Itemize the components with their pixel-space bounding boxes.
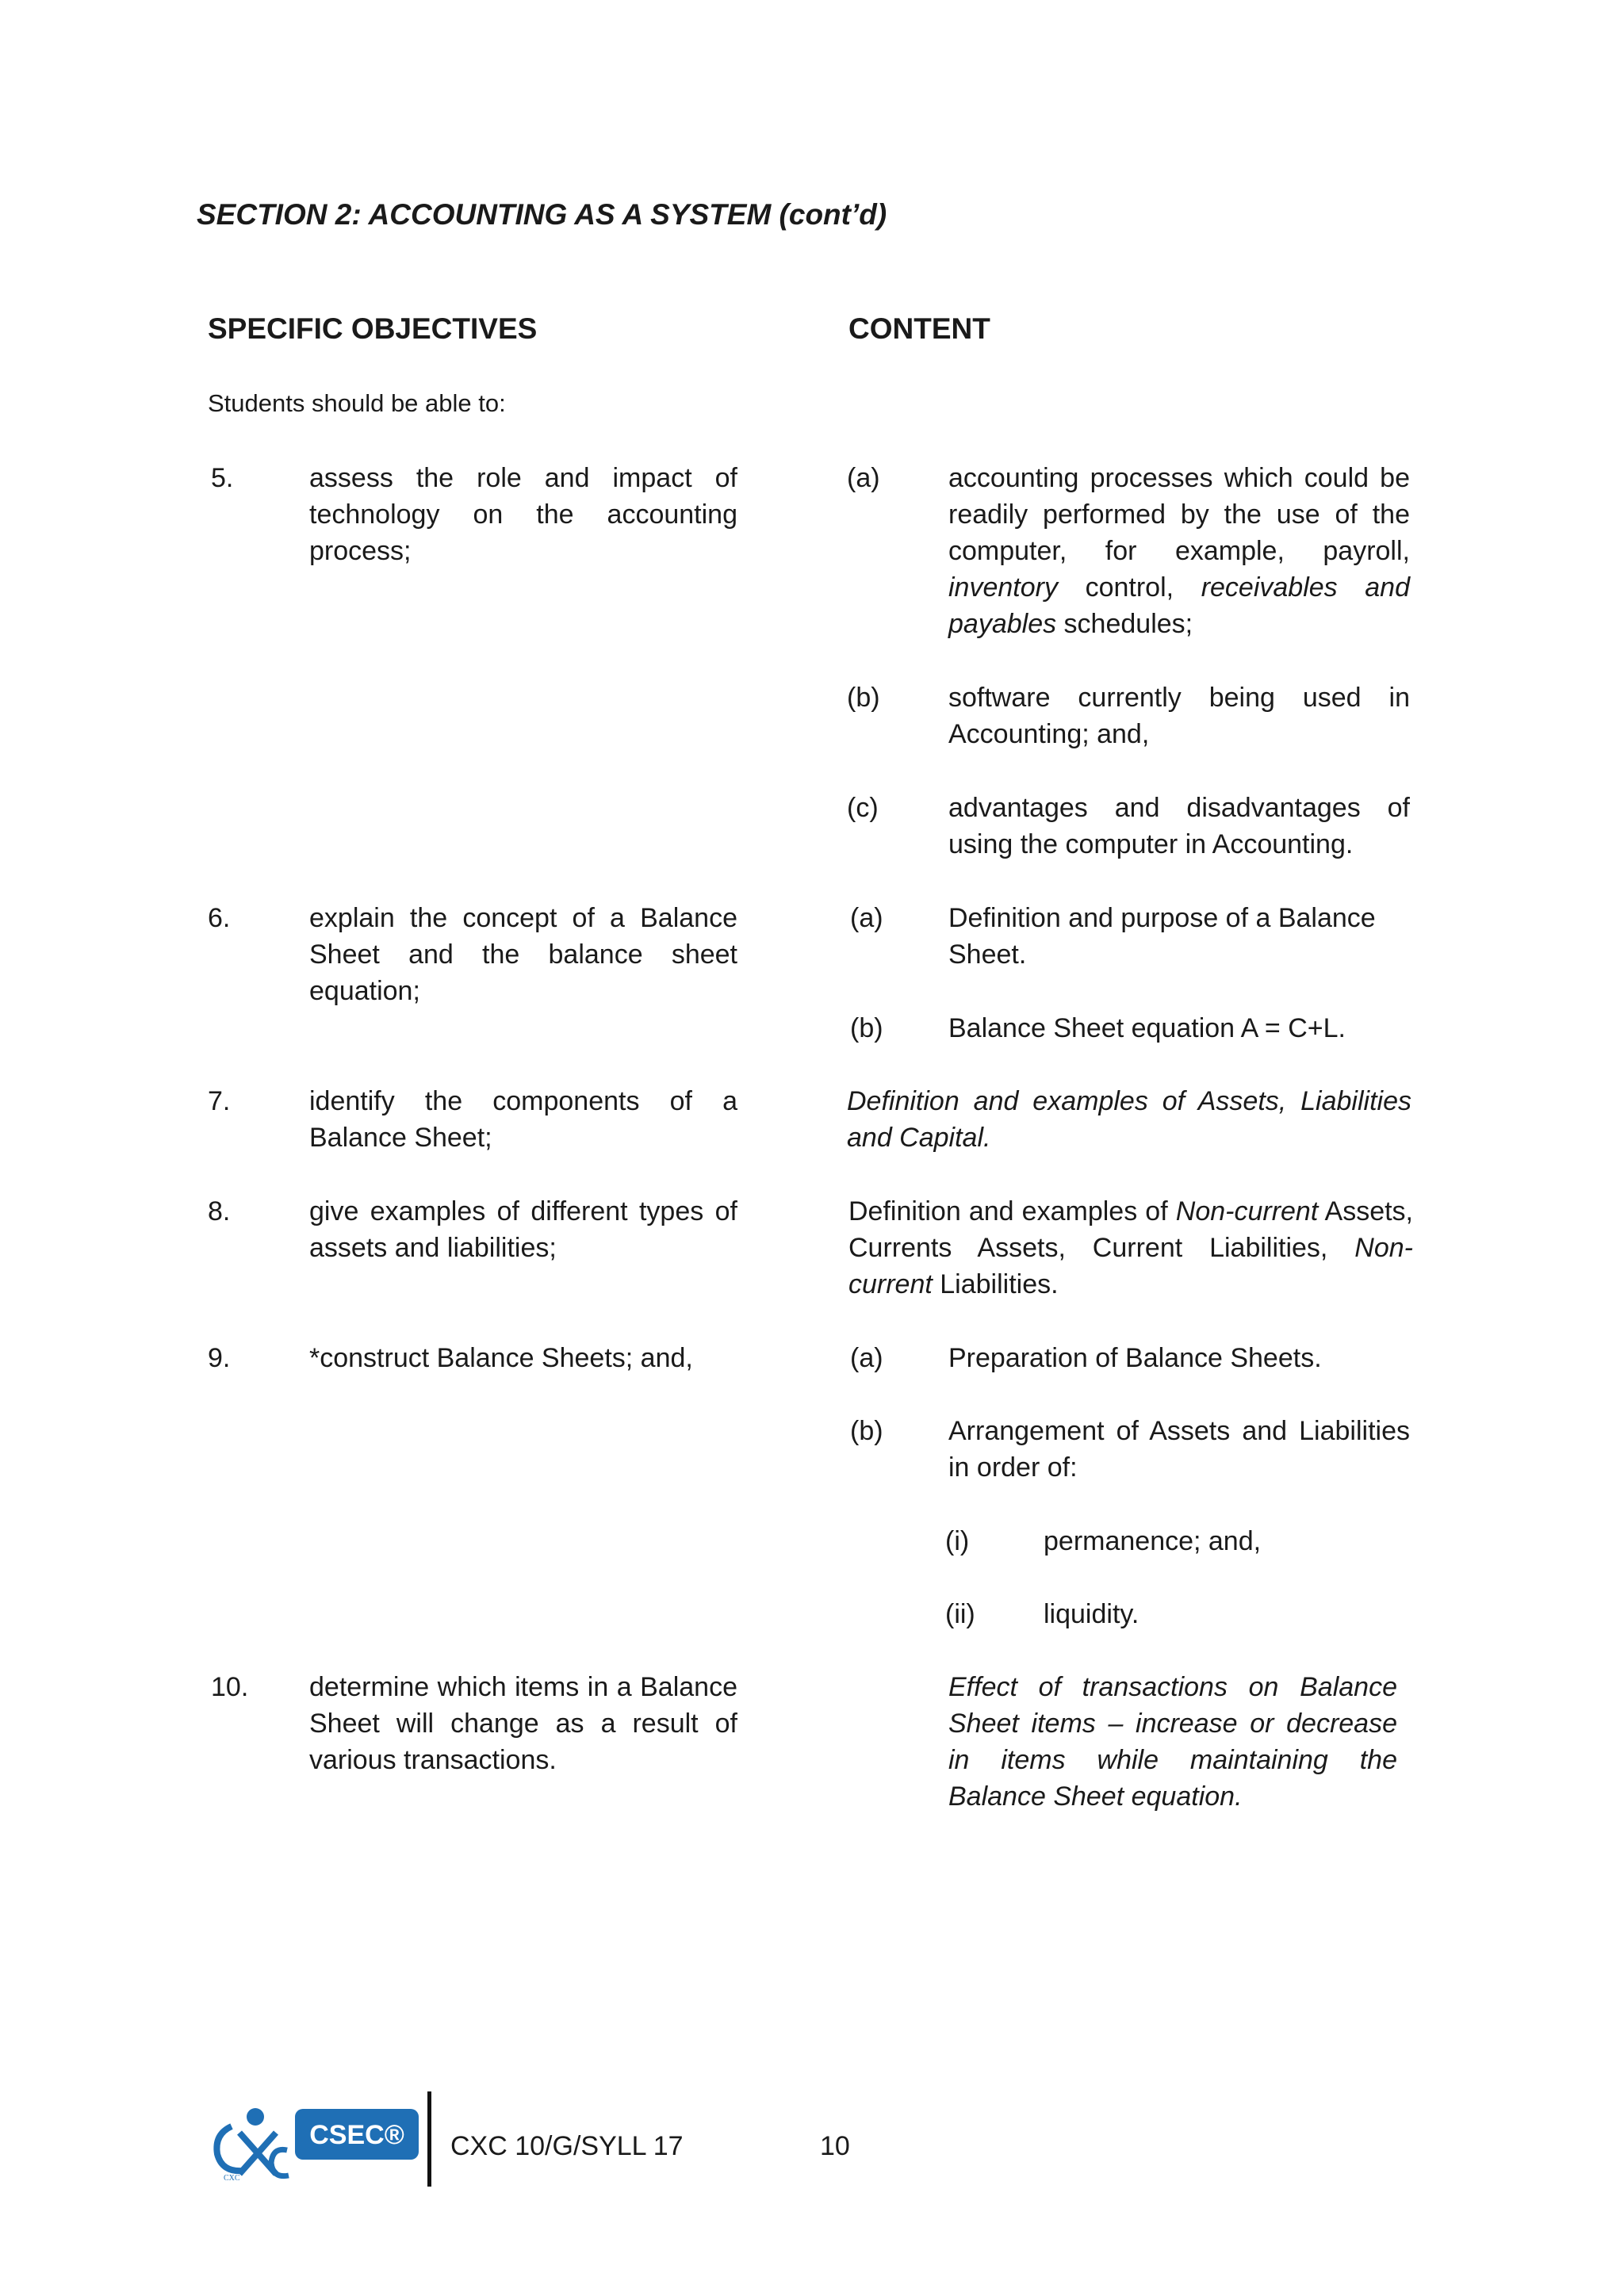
content-text: Definition and examples of Non-current Assets, Currents Assets, Current Liabilities, Non-current Liabilities. [848, 1196, 1413, 1299]
content-text: Balance Sheet equation A = C+L. [948, 1013, 1346, 1043]
content-text: Definition and purpose of a Balance Sheet. [948, 903, 1376, 970]
content-label: (b) [850, 1416, 883, 1446]
objective-text: *construct Balance Sheets; and, [309, 1343, 693, 1373]
objective-number: 5. [211, 463, 234, 493]
content-label: (b) [850, 1013, 883, 1043]
content-label: (a) [850, 1343, 883, 1373]
cxc-logo-icon [208, 2095, 420, 2182]
content-label: (c) [847, 793, 879, 823]
specific-objectives-heading: SPECIFIC OBJECTIVES [208, 312, 538, 345]
objective-text: give examples of different types of assets and liabilities; [309, 1196, 737, 1263]
sub-item-text: liquidity. [1044, 1599, 1139, 1629]
sub-item-text: permanence; and, [1044, 1526, 1262, 1556]
objective-number: 10. [211, 1672, 249, 1702]
objective-text: assess the role and impact of technology on the accounting process; [309, 463, 737, 566]
objective-number: 8. [208, 1196, 231, 1226]
content-label: (a) [850, 903, 883, 933]
content-text: Definition and examples of Assets, Liabilities and Capital. [847, 1086, 1411, 1153]
intro-text: Students should be able to: [208, 389, 506, 417]
content-text: Arrangement of Assets and Liabilities in order of: [948, 1416, 1410, 1483]
cxc-csec-logo [208, 2095, 420, 2182]
objective-number: 9. [208, 1343, 231, 1373]
content-text: advantages and disadvantages of using the computer in Accounting. [948, 793, 1410, 859]
objective-number: 7. [208, 1086, 231, 1116]
sub-item-label: (ii) [945, 1599, 975, 1629]
footer-divider [427, 2091, 431, 2187]
section-title: SECTION 2: ACCOUNTING AS A SYSTEM (cont’d) [197, 198, 887, 231]
logo-mark-text: CXC [224, 2174, 240, 2182]
csec-logo-text: CSEC® [309, 2120, 404, 2150]
content-text: software currently being used in Accounting; and, [948, 683, 1410, 749]
content-label: (a) [847, 463, 880, 493]
objective-text: explain the concept of a Balance Sheet and the balance sheet equation; [309, 903, 737, 1006]
content-text: Effect of transactions on Balance Sheet items – increase or decrease in items while maintaining the Balance Sheet equation. [948, 1672, 1397, 1812]
content-text: Preparation of Balance Sheets. [948, 1343, 1322, 1373]
objective-text: identify the components of a Balance Sheet; [309, 1086, 737, 1153]
syllabus-code: CXC 10/G/SYLL 17 [450, 2131, 684, 2161]
content-heading: CONTENT [848, 312, 990, 345]
content-text: accounting processes which could be readily performed by the use of the computer, for example, payroll, inventory control, receivables and payables schedules; [948, 463, 1410, 639]
content-label: (b) [847, 683, 880, 713]
page-number: 10 [820, 2131, 850, 2161]
sub-item-label: (i) [945, 1526, 970, 1556]
objective-text: determine which items in a Balance Sheet will change as a result of various transactions. [309, 1672, 737, 1775]
objective-number: 6. [208, 903, 231, 933]
